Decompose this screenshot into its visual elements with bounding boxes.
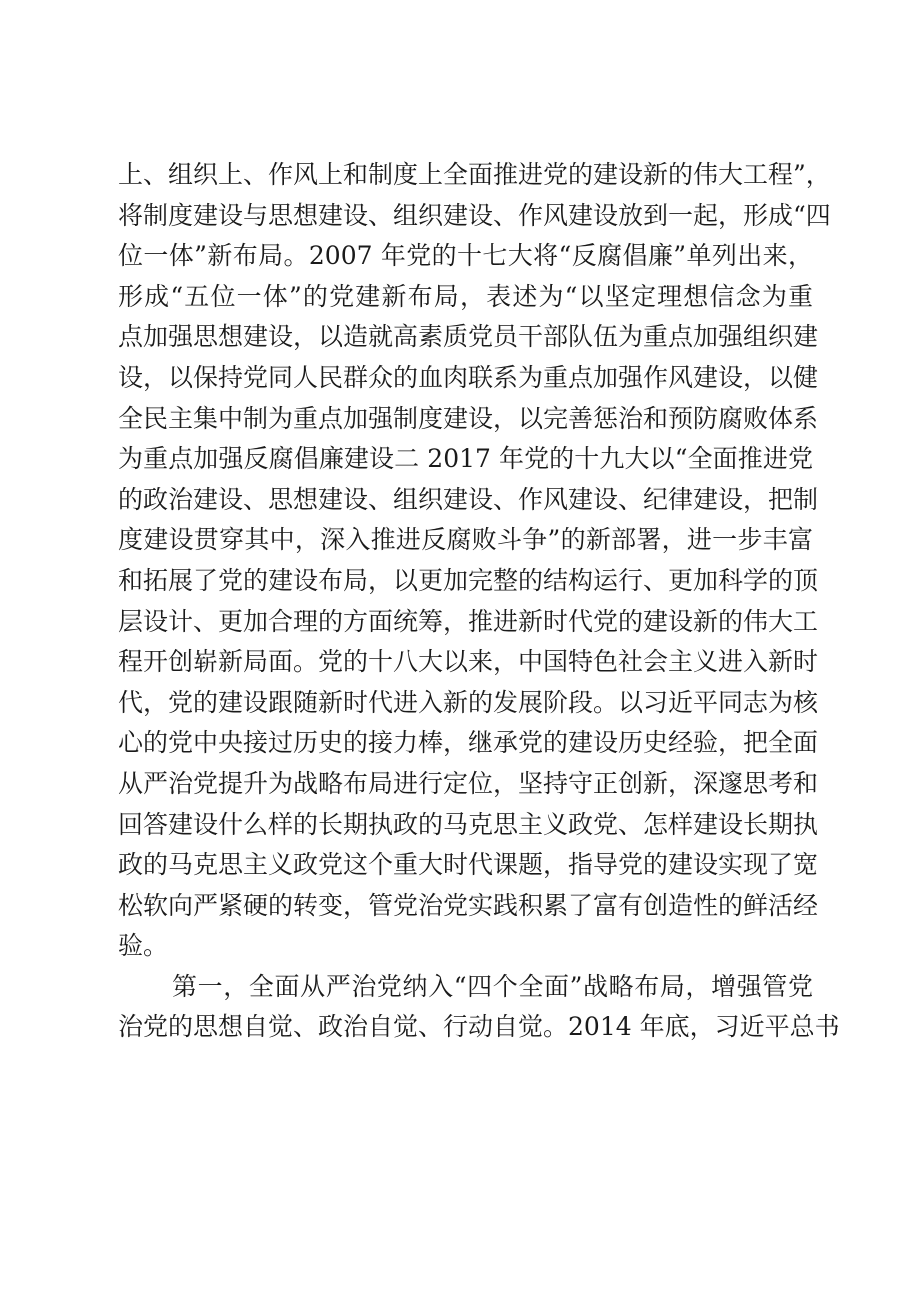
body-text — [118, 155, 840, 1048]
text-line: 松软向严紧硬的转变，管党治党实践积累了富有创造性的鲜活经 — [118, 890, 819, 920]
paragraph-first-line: 第一，全面从严治党纳入“四个全面”战略布局，增强管党 — [172, 971, 813, 1001]
text-line: 回答建设什么样的长期执政的马克思主义政党、怎样建设长期执 — [118, 809, 819, 839]
text-line: 为重点加强反腐倡廉建设二 2017 年党的十九大以“全面推进党 — [118, 444, 813, 474]
text-line: 程开创崭新局面。党的十八大以来，中国特色社会主义进入新时 — [118, 647, 819, 677]
text-line: 治党的思想自觉、政治自觉、行动自觉。2014 年底，习近平总书 — [118, 1012, 840, 1042]
text-line: 全民主集中制为重点加强制度建设，以完善惩治和预防腐败体系 — [118, 403, 819, 433]
text-line: 验。 — [118, 931, 169, 961]
text-line: 层设计、更加合理的方面统筹，推进新时代党的建设新的伟大工 — [118, 606, 819, 636]
text-line: 代，党的建设跟随新时代进入新的发展阶段。以习近平同志为核 — [118, 687, 819, 717]
text-line: 位一体”新布局。2007 年党的十七大将“反腐倡廉”单列出来， — [118, 241, 813, 271]
text-line: 设，以保持党同人民群众的血肉联系为重点加强作风建设，以健 — [118, 362, 819, 392]
text-line: 点加强思想建设，以造就高素质党员干部队伍为重点加强组织建 — [118, 322, 819, 352]
text-line: 政的马克思主义政党这个重大时代课题，指导党的建设实现了宽 — [118, 850, 819, 880]
text-line: 形成“五位一体”的党建新布局，表述为“以坚定理想信念为重 — [118, 281, 813, 311]
text-line: 的政治建设、思想建设、组织建设、作风建设、纪律建设，把制 — [118, 484, 819, 514]
text-line: 心的党中央接过历史的接力棒，继承党的建设历史经验，把全面 — [118, 728, 819, 758]
text-line: 将制度建设与思想建设、组织建设、作风建设放到一起，形成“四 — [118, 200, 831, 230]
text-line: 度建设贯穿其中，深入推进反腐败斗争”的新部署，进一步丰富 — [118, 525, 813, 555]
text-line: 上、组织上、作风上和制度上全面推进党的建设新的伟大工程”， — [118, 160, 831, 189]
text-line: 和拓展了党的建设布局，以更加完整的结构运行、更加科学的顶 — [118, 565, 819, 595]
text-line: 从严治党提升为战略布局进行定位，坚持守正创新，深邃思考和 — [118, 768, 819, 798]
